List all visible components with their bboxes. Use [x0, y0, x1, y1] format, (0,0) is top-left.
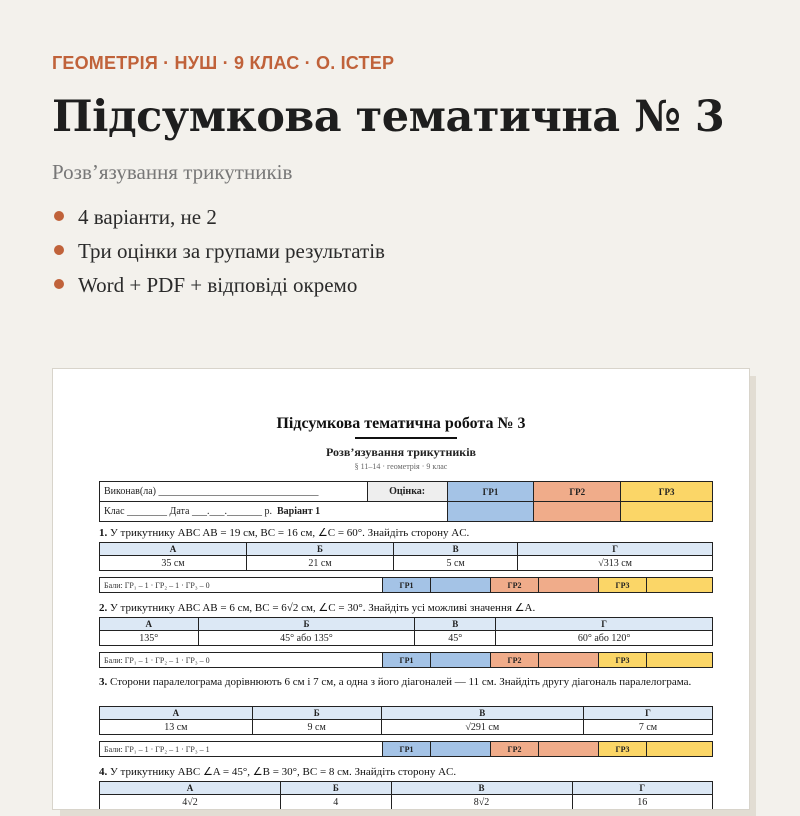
bullet-dot-icon [54, 211, 64, 221]
answer-letter: Б [198, 618, 415, 631]
question-1 [99, 527, 713, 540]
group-tag-1: ГР1 [383, 578, 431, 593]
answer-table-3 [99, 706, 713, 735]
answer-option: 7 см [583, 720, 712, 735]
feature-list [52, 200, 385, 302]
question-2 [99, 602, 713, 615]
answer-letter: В [381, 707, 583, 720]
points-row-2 [99, 652, 713, 668]
group-tag-2: ГР2 [491, 578, 539, 593]
answer-table-1 [99, 542, 713, 571]
question-number: 1. [99, 527, 108, 539]
answer-option: 21 см [247, 556, 394, 571]
question-4 [99, 766, 713, 779]
document-title: Підсумкова тематична робота № 3 [276, 415, 526, 432]
feature-text: Три оцінки за групами результатів [78, 239, 385, 263]
feature-text: Word + PDF + відповіді окремо [78, 273, 358, 297]
group-header-2: ГР2 [534, 482, 621, 502]
group-cell-1 [431, 742, 491, 757]
answer-table-4 [99, 781, 713, 810]
group-tag-2: ГР2 [491, 653, 539, 668]
feature-item [52, 200, 385, 234]
answer-letter: В [391, 782, 572, 795]
question-3 [99, 676, 713, 689]
performer-field: Виконав(ла) ________________________________ [100, 482, 368, 502]
score-label: Оцінка: [367, 482, 447, 502]
subject-kicker: ГЕОМЕТРІЯ · НУШ · 9 КЛАС · О. ІСТЕР [52, 53, 395, 73]
variant-label: Варіант 1 [276, 506, 321, 517]
group-header-3: ГР3 [621, 482, 713, 502]
answer-letter: А [100, 782, 281, 795]
answer-letter: А [100, 543, 247, 556]
answer-letter: А [100, 707, 253, 720]
document-subtitle: Розв’язування трикутників [325, 445, 477, 459]
group-tag-3: ГР3 [599, 742, 647, 757]
question-text: Сторони паралелограма дорівнюють 6 см і 7 см, а одна з його діагоналей — 11 см. Знайдіть другу діагональ паралелограма. [110, 676, 692, 688]
answer-option: √313 см [518, 556, 713, 571]
answer-option: 5 см [394, 556, 518, 571]
document-preview [52, 368, 750, 810]
points-row-1 [99, 577, 713, 593]
answer-letter: В [394, 543, 518, 556]
group-header-1: ГР1 [447, 482, 534, 502]
group-cell-1 [431, 653, 491, 668]
answer-option: 16 [572, 795, 712, 810]
question-number: 3. [99, 676, 108, 688]
points-row-3 [99, 741, 713, 757]
points-label: Бали: ГР₁ – 1 · ГР₂ – 1 · ГР₃ – 1 [100, 742, 383, 757]
answer-letter: Г [496, 618, 713, 631]
group-score-1 [447, 502, 534, 522]
page-subtitle: Розв’язування трикутників [52, 160, 293, 184]
group-tag-1: ГР1 [383, 653, 431, 668]
class-date-field [100, 502, 448, 522]
feature-item [52, 234, 385, 268]
question-text: У трикутнику ABC AB = 19 см, BC = 16 см, ∠C = 60°. Знайдіть сторону AC. [110, 527, 470, 539]
answer-option: 135° [100, 631, 199, 646]
feature-text: 4 варіанти, не 2 [78, 205, 217, 229]
answer-letter: В [415, 618, 496, 631]
answer-letter: Б [281, 782, 391, 795]
answer-option: 13 см [100, 720, 253, 735]
group-tag-1: ГР1 [383, 742, 431, 757]
group-cell-3 [647, 742, 713, 757]
answer-option: 4 [281, 795, 391, 810]
group-score-2 [534, 502, 621, 522]
page-title: Підсумкова тематична № 3 [52, 92, 725, 142]
group-cell-2 [539, 742, 599, 757]
group-tag-3: ГР3 [599, 653, 647, 668]
group-cell-1 [431, 578, 491, 593]
group-tag-2: ГР2 [491, 742, 539, 757]
document-meta: § 11–14 · геометрія · 9 клас [354, 462, 448, 471]
question-text: У трикутнику ABC AB = 6 см, BC = 6√2 см, ∠C = 30°. Знайдіть усі можливі значення ∠A. [110, 602, 536, 614]
group-score-3 [621, 502, 713, 522]
group-cell-3 [647, 578, 713, 593]
group-tag-3: ГР3 [599, 578, 647, 593]
answer-option: 35 см [100, 556, 247, 571]
class-date-text: Клас ________ Дата ___.___._______ р. [104, 506, 272, 517]
answer-option: 45° або 135° [198, 631, 415, 646]
answer-option: √291 см [381, 720, 583, 735]
student-info-table [99, 481, 713, 522]
answer-letter: Б [247, 543, 394, 556]
answer-option: 8√2 [391, 795, 572, 810]
answer-option: 60° або 120° [496, 631, 713, 646]
answer-letter: Г [518, 543, 713, 556]
feature-item [52, 268, 385, 302]
answer-option: 4√2 [100, 795, 281, 810]
bullet-dot-icon [54, 245, 64, 255]
question-number: 2. [99, 602, 108, 614]
answer-letter: Г [583, 707, 712, 720]
group-cell-3 [647, 653, 713, 668]
question-text: У трикутнику ABC ∠A = 45°, ∠B = 30°, BC = 8 см. Знайдіть сторону AC. [110, 766, 457, 778]
answer-letter: Г [572, 782, 712, 795]
points-label: Бали: ГР₁ – 1 · ГР₂ – 1 · ГР₃ – 0 [100, 653, 383, 668]
answer-table-2 [99, 617, 713, 646]
bullet-dot-icon [54, 279, 64, 289]
answer-option: 45° [415, 631, 496, 646]
answer-option: 9 см [252, 720, 381, 735]
answer-letter: А [100, 618, 199, 631]
group-cell-2 [539, 653, 599, 668]
question-number: 4. [99, 766, 108, 778]
title-underline [355, 437, 457, 439]
points-label: Бали: ГР₁ – 1 · ГР₂ – 1 · ГР₃ – 0 [100, 578, 383, 593]
answer-letter: Б [252, 707, 381, 720]
group-cell-2 [539, 578, 599, 593]
